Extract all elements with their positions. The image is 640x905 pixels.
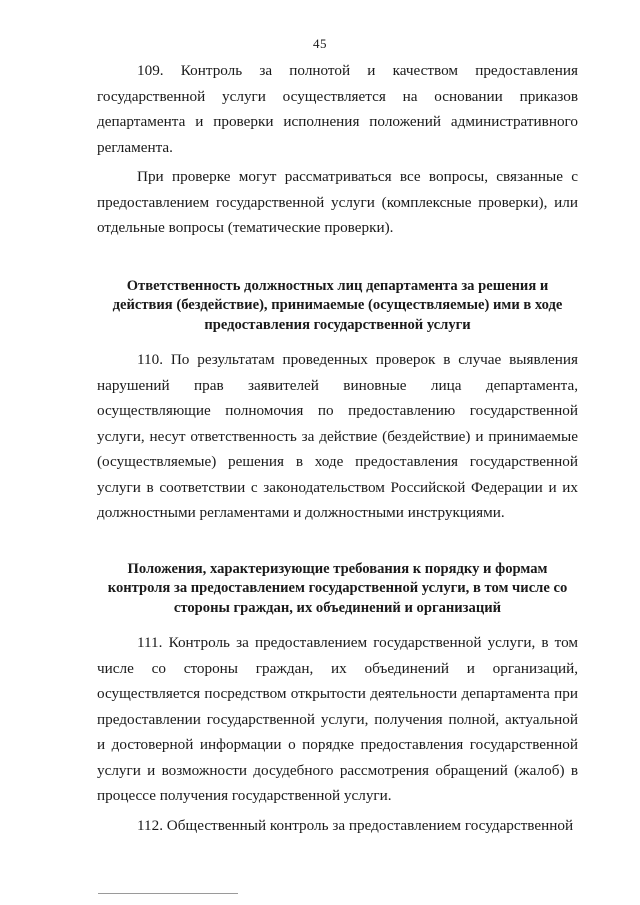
page-number: 45 — [313, 36, 327, 51]
section-heading-control-provisions: Положения, характеризующие требования к порядку и формам контроля за предоставлением государственной услуги, в том числе со стороны граждан, их объединений и организаций — [107, 560, 568, 616]
paragraph-109: 109. Контроль за полнотой и качеством предоставления государственной услуги осуществляется на основании приказов департамента и проверки исполнения положений административного регламента. — [97, 62, 578, 156]
paragraph-109-continued: При проверке могут рассматриваться все вопросы, связанные с предоставлением государственной услуги (комплексные проверки), или отдельные вопросы (тематические проверки). — [97, 168, 578, 236]
section-heading-responsibility: Ответственность должностных лиц департамента за решения и действия (бездействие), принимаемые (осуществляемые) ими в ходе предоставления государственной услуги — [112, 277, 563, 333]
footer-divider — [98, 893, 238, 894]
page-content — [97, 58, 578, 838]
paragraph-112: 112. Общественный контроль за предоставлением государственной — [137, 816, 574, 834]
paragraph-110: 110. По результатам проведенных проверок в случае выявления нарушений прав заявителей виновные лица департамента, осуществляющие полномочия по предоставлению государственной услуги, несут ответственность за действие (бездействие) и принимаемые (осуществляемые) решения в ходе предоставления государственной услуги в соответствии с законодательством Российской Федерации и их должностными регламентами и должностными инструкциями. — [97, 351, 578, 521]
paragraph-111: 111. Контроль за предоставлением государственной услуги, в том числе со стороны граждан, их объединений и организаций, осуществляется посредством открытости деятельности департамента при предоставлении государственной услуги, получения полной, актуальной и достоверной информации о порядке предоставления государственной услуги и возможности досудебного рассмотрения обращений (жалоб) в процессе получения государственной услуги. — [97, 634, 578, 804]
